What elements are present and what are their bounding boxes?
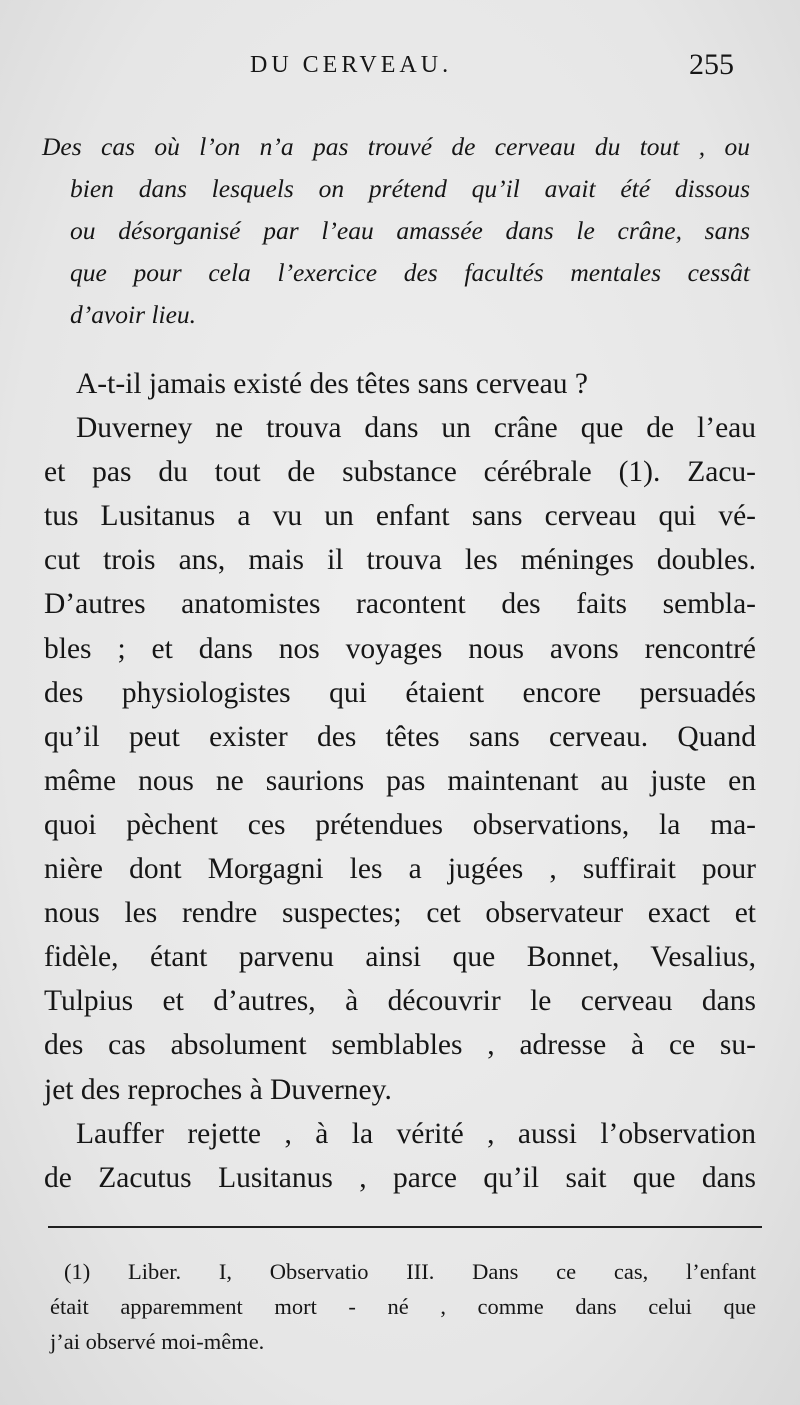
body-line: nière dont Morgagni les a jugées , suffirait pour: [44, 853, 756, 886]
summary-line: ou désorganisé par l’eau amassée dans le crâne, sans: [70, 216, 750, 245]
footnote-line: j’ai observé moi-même.: [50, 1329, 265, 1354]
body-line: des physiologistes qui étaient encore persuadés: [44, 676, 756, 709]
body-line: fidèle, étant parvenu ainsi que Bonnet, Vesalius,: [44, 941, 756, 974]
body-line: tus Lusitanus a vu un enfant sans cerveau qui vé-: [44, 500, 756, 533]
running-title: DU CERVEAU.: [250, 52, 453, 78]
body-line: nous les rendre suspectes; cet observateur exact et: [44, 897, 756, 930]
body-line: bles ; et dans nos voyages nous avons rencontré: [44, 632, 756, 665]
body-line: Tulpius et d’autres, à découvrir le cerveau dans: [44, 985, 756, 1018]
body-text: [44, 362, 756, 1200]
body-line: A-t-il jamais existé des têtes sans cerveau ?: [76, 368, 588, 400]
summary-line: bien dans lesquels on prétend qu’il avait été dissous: [70, 174, 750, 203]
summary-line: que pour cela l’exercice des facultés mentales cessât: [70, 258, 750, 287]
body-line: cut trois ans, mais il trouva les méninges doubles.: [44, 544, 756, 577]
body-line: D’autres anatomistes racontent des faits sembla-: [44, 588, 756, 621]
page-number: 255: [689, 48, 734, 81]
chapter-summary: [42, 126, 750, 336]
footnote: [50, 1254, 756, 1359]
body-line: des cas absolument semblables , adresse à ce su-: [44, 1029, 756, 1062]
body-line: jet des reproches à Duverney.: [44, 1073, 392, 1106]
body-line: et pas du tout de substance cérébrale (1). Zacu-: [44, 456, 756, 489]
summary-line: d’avoir lieu.: [70, 300, 197, 329]
footnote-line: (1) Liber. I, Observatio III. Dans ce cas, l’enfant: [64, 1259, 756, 1284]
footnote-rule: [48, 1226, 762, 1228]
body-line: Duverney ne trouva dans un crâne que de l’eau: [76, 412, 756, 445]
running-head: [40, 48, 740, 92]
body-line: de Zacutus Lusitanus , parce qu’il sait que dans: [44, 1161, 756, 1194]
body-line: Lauffer rejette , à la vérité , aussi l’observation: [76, 1117, 756, 1150]
body-line: quoi pèchent ces prétendues observations, la ma-: [44, 808, 756, 841]
footnote-line: était apparemment mort - né , comme dans celui que: [50, 1294, 756, 1319]
body-line: même nous ne saurions pas maintenant au juste en: [44, 764, 756, 797]
summary-line: Des cas où l’on n’a pas trouvé de cerveau du tout , ou: [42, 132, 750, 161]
body-line: qu’il peut exister des têtes sans cerveau. Quand: [44, 720, 756, 753]
